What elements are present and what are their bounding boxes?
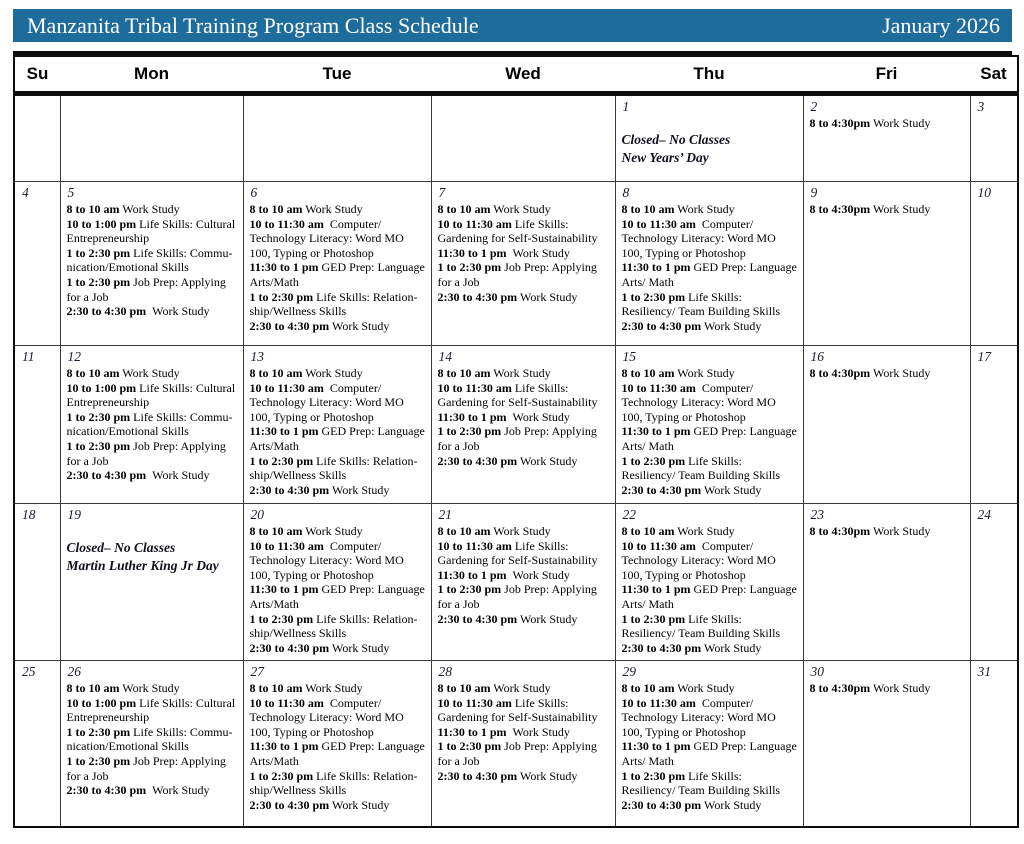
event-time: 1 to 2:30 pm xyxy=(249,768,314,783)
event-entry: 1 to 2:30 pm Job Prep: Applying for a Job xyxy=(66,753,226,783)
event-entry: 8 to 10 am Work Study xyxy=(621,366,735,380)
closed-notice xyxy=(622,131,798,167)
event-entry: 11:30 to 1 pm Work Study xyxy=(437,409,570,424)
day-cell-23 xyxy=(803,504,970,661)
day-cell-6 xyxy=(243,182,431,346)
day-number: 29 xyxy=(622,664,636,679)
event-entry: 11:30 to 1 pm Work Study xyxy=(437,245,570,260)
event-entry: 2:30 to 4:30 pm Work Study xyxy=(249,640,390,655)
event-time: 11:30 to 1 pm xyxy=(437,409,507,424)
event-entry: 8 to 10 am Work Study xyxy=(621,202,735,216)
event-time: 8 to 4:30pm xyxy=(809,681,871,695)
event-entry: 1 to 2:30 pm Job Prep: Applying for a Job xyxy=(66,274,226,304)
day-cell-14 xyxy=(431,346,615,504)
event-entry: 10 to 1:00 pm Life Skills: Cultural Entrepreneurship xyxy=(66,380,236,410)
day-number: 13 xyxy=(250,349,264,364)
day-number: 23 xyxy=(810,507,824,522)
day-number: 19 xyxy=(67,507,81,522)
event-time: 8 to 10 am xyxy=(249,366,303,380)
day-cell-30 xyxy=(803,661,970,827)
event-time: 11:30 to 1 pm xyxy=(249,260,319,275)
event-time: 1 to 2:30 pm xyxy=(66,274,131,289)
day-number: 11 xyxy=(22,349,35,364)
event-entry: 10 to 11:30 am Computer/ Technology Literacy: Word MO 100, Typing or Photoshop xyxy=(621,538,776,582)
day-number: 18 xyxy=(22,507,36,522)
closed-notice-line: New Years’ Day xyxy=(621,150,709,165)
day-number: 21 xyxy=(438,507,452,522)
week-row xyxy=(14,661,1018,827)
event-time: 11:30 to 1 pm xyxy=(621,260,691,275)
day-cell-7 xyxy=(431,182,615,346)
day-cell-16 xyxy=(803,346,970,504)
day-cell-13 xyxy=(243,346,431,504)
closed-notice xyxy=(67,539,238,575)
event-time: 1 to 2:30 pm xyxy=(249,611,314,626)
week-row xyxy=(14,182,1018,346)
event-time: 8 to 10 am xyxy=(437,202,491,216)
event-time: 10 to 11:30 am xyxy=(437,538,512,553)
day-cell xyxy=(60,94,243,182)
day-number: 7 xyxy=(438,185,446,200)
event-time: 10 to 11:30 am xyxy=(437,216,512,231)
event-entry: 1 to 2:30 pm Life Skills: Communication/Emotional Skills xyxy=(66,245,233,275)
event-time: 8 to 10 am xyxy=(621,681,675,695)
event-entry: 1 to 2:30 pm Life Skills: Communication/Emotional Skills xyxy=(66,724,233,754)
event-entry: 2:30 to 4:30 pm Work Study xyxy=(437,611,578,626)
event-time: 1 to 2:30 pm xyxy=(249,453,314,468)
day-cell-28 xyxy=(431,661,615,827)
day-cell xyxy=(243,94,431,182)
day-number xyxy=(251,99,426,115)
day-cell-1 xyxy=(615,94,803,182)
event-time: 10 to 1:00 pm xyxy=(66,216,137,231)
event-time: 2:30 to 4:30 pm xyxy=(249,482,330,497)
day-number: 2 xyxy=(810,99,818,114)
event-time: 8 to 10 am xyxy=(249,202,303,216)
event-entry: 11:30 to 1 pm GED Prep: Language Arts/Math xyxy=(249,739,425,768)
event-entry: 1 to 2:30 pm Job Prep: Applying for a Job xyxy=(437,582,597,611)
weekday-header-wed: Wed xyxy=(431,56,615,94)
event-time: 8 to 10 am xyxy=(621,524,675,538)
day-number: 28 xyxy=(438,664,452,679)
day-number: 6 xyxy=(250,185,258,200)
event-entry: 2:30 to 4:30 pm Work Study xyxy=(437,453,578,468)
day-number xyxy=(68,99,238,115)
day-cell-24 xyxy=(970,504,1018,661)
event-entry: 8 to 10 am Work Study xyxy=(437,681,551,695)
event-time: 2:30 to 4:30 pm xyxy=(249,640,330,655)
event-entry: 1 to 2:30 pm Life Skills: Relationship/Wellness Skills xyxy=(249,768,418,798)
weekday-header-row xyxy=(14,56,1018,94)
closed-notice-line: Closed– No Classes xyxy=(621,132,731,147)
event-entry: 11:30 to 1 pm GED Prep: Language Arts/ Math xyxy=(621,739,797,768)
event-time: 2:30 to 4:30 pm xyxy=(437,611,518,626)
day-cell-9 xyxy=(803,182,970,346)
event-time: 11:30 to 1 pm xyxy=(621,739,691,754)
day-number: 22 xyxy=(622,507,636,522)
day-number: 12 xyxy=(67,349,81,364)
day-cell-29 xyxy=(615,661,803,827)
event-entry: 10 to 11:30 am Life Skills: Gardening for Self-Sustainability xyxy=(437,538,598,568)
event-entry: 2:30 to 4:30 pm Work Study xyxy=(621,797,762,812)
event-entry: 11:30 to 1 pm GED Prep: Language Arts/ Math xyxy=(621,260,797,289)
day-number: 15 xyxy=(622,349,636,364)
day-number: 30 xyxy=(810,664,824,679)
event-time: 11:30 to 1 pm xyxy=(437,724,507,739)
event-time: 1 to 2:30 pm xyxy=(437,739,502,754)
event-entry: 8 to 10 am Work Study xyxy=(66,366,180,380)
day-cell-22 xyxy=(615,504,803,661)
event-time: 1 to 2:30 pm xyxy=(66,245,131,260)
event-time: 2:30 to 4:30 pm xyxy=(66,304,147,319)
event-entry: 1 to 2:30 pm Life Skills: Relationship/Wellness Skills xyxy=(249,453,418,483)
event-entry: 10 to 11:30 am Life Skills: Gardening for Self-Sustainability xyxy=(437,695,598,725)
title-bar xyxy=(13,9,1012,42)
event-time: 10 to 11:30 am xyxy=(621,380,696,395)
event-time: 11:30 to 1 pm xyxy=(249,739,319,754)
event-entry: 10 to 11:30 am Life Skills: Gardening for Self-Sustainability xyxy=(437,216,598,246)
day-cell-19 xyxy=(60,504,243,661)
event-entry: 1 to 2:30 pm Job Prep: Applying for a Job xyxy=(437,739,597,768)
event-time: 10 to 11:30 am xyxy=(437,695,512,710)
day-cell-25 xyxy=(14,661,60,827)
event-entry: 8 to 10 am Work Study xyxy=(437,524,551,538)
event-time: 1 to 2:30 pm xyxy=(66,438,131,453)
day-cell-3 xyxy=(970,94,1018,182)
event-entry: 8 to 10 am Work Study xyxy=(249,524,363,538)
event-entry: 10 to 11:30 am Computer/ Technology Literacy: Word MO 100, Typing or Photoshop xyxy=(621,695,776,739)
day-number: 8 xyxy=(622,185,630,200)
event-entry: 1 to 2:30 pm Life Skills: Resiliency/ Team Building Skills xyxy=(621,453,781,483)
event-time: 2:30 to 4:30 pm xyxy=(437,768,518,783)
day-number xyxy=(439,99,610,115)
weekday-header-mon: Mon xyxy=(60,56,243,94)
event-entry: 11:30 to 1 pm Work Study xyxy=(437,724,570,739)
event-entry: 8 to 4:30pm Work Study xyxy=(809,366,931,380)
event-entry: 8 to 10 am Work Study xyxy=(437,366,551,380)
day-cell-10 xyxy=(970,182,1018,346)
day-number: 4 xyxy=(22,185,29,200)
day-cell xyxy=(431,94,615,182)
event-time: 10 to 11:30 am xyxy=(621,538,696,553)
event-entry: 10 to 11:30 am Computer/ Technology Literacy: Word MO 100, Typing or Photoshop xyxy=(621,216,776,260)
event-time: 10 to 1:00 pm xyxy=(66,380,137,395)
event-time: 11:30 to 1 pm xyxy=(437,567,507,582)
day-cell-21 xyxy=(431,504,615,661)
event-time: 2:30 to 4:30 pm xyxy=(249,797,330,812)
event-entry: 1 to 2:30 pm Life Skills: Relationship/Wellness Skills xyxy=(249,611,418,641)
day-number: 5 xyxy=(67,185,75,200)
weekday-header-thu: Thu xyxy=(615,56,803,94)
event-time: 10 to 1:00 pm xyxy=(66,695,137,710)
event-time: 10 to 11:30 am xyxy=(437,380,512,395)
closed-notice-line: Closed– No Classes xyxy=(66,540,176,555)
event-entry: 10 to 11:30 am Computer/ Technology Literacy: Word MO 100, Typing or Photoshop xyxy=(621,380,776,424)
day-number: 27 xyxy=(250,664,264,679)
event-entry: 11:30 to 1 pm GED Prep: Language Arts/Math xyxy=(249,582,425,611)
event-time: 1 to 2:30 pm xyxy=(437,582,502,597)
event-time: 2:30 to 4:30 pm xyxy=(621,482,702,497)
event-time: 2:30 to 4:30 pm xyxy=(249,318,330,333)
event-time: 8 to 10 am xyxy=(621,202,675,216)
event-entry: 1 to 2:30 pm Life Skills: Resiliency/ Team Building Skills xyxy=(621,611,781,641)
event-time: 1 to 2:30 pm xyxy=(66,409,131,424)
event-entry: 1 to 2:30 pm Job Prep: Applying for a Job xyxy=(437,260,597,289)
day-cell-26 xyxy=(60,661,243,827)
event-entry: 11:30 to 1 pm GED Prep: Language Arts/Math xyxy=(249,260,425,289)
event-time: 8 to 10 am xyxy=(437,524,491,538)
day-cell-12 xyxy=(60,346,243,504)
event-entry: 2:30 to 4:30 pm Work Study xyxy=(621,482,762,497)
day-number: 1 xyxy=(622,99,630,114)
month-year-label: January 2026 xyxy=(882,12,1000,38)
event-entry: 10 to 11:30 am Computer/ Technology Literacy: Word MO 100, Typing or Photoshop xyxy=(249,695,404,739)
event-entry: 10 to 11:30 am Computer/ Technology Literacy: Word MO 100, Typing or Photoshop xyxy=(249,380,404,424)
week-row xyxy=(14,94,1018,182)
event-entry: 11:30 to 1 pm GED Prep: Language Arts/ Math xyxy=(621,582,797,611)
event-entry: 8 to 4:30pm Work Study xyxy=(809,681,931,695)
day-cell-4 xyxy=(14,182,60,346)
day-cell-11 xyxy=(14,346,60,504)
calendar-page xyxy=(13,9,1012,828)
event-time: 2:30 to 4:30 pm xyxy=(66,783,147,798)
event-time: 11:30 to 1 pm xyxy=(621,424,691,439)
event-time: 10 to 11:30 am xyxy=(249,695,324,710)
day-number: 26 xyxy=(67,664,81,679)
event-entry: 10 to 11:30 am Computer/ Technology Literacy: Word MO 100, Typing or Photoshop xyxy=(249,216,404,260)
event-time: 8 to 10 am xyxy=(621,366,675,380)
event-entry: 8 to 10 am Work Study xyxy=(621,681,735,695)
event-time: 8 to 10 am xyxy=(249,681,303,695)
event-entry: 2:30 to 4:30 pm Work Study xyxy=(437,768,578,783)
event-time: 10 to 11:30 am xyxy=(249,380,324,395)
event-time: 8 to 4:30pm xyxy=(809,116,871,130)
event-entry: 2:30 to 4:30 pm Work Study xyxy=(621,318,762,333)
event-time: 8 to 4:30pm xyxy=(809,202,871,216)
event-time: 11:30 to 1 pm xyxy=(621,582,691,597)
day-cell-8 xyxy=(615,182,803,346)
event-time: 1 to 2:30 pm xyxy=(621,453,686,468)
event-time: 8 to 10 am xyxy=(437,366,491,380)
week-row xyxy=(14,504,1018,661)
weekday-header-fri: Fri xyxy=(803,56,970,94)
event-entry: 1 to 2:30 pm Life Skills: Relationship/Wellness Skills xyxy=(249,289,418,319)
event-entry: 8 to 4:30pm Work Study xyxy=(809,524,931,538)
event-time: 2:30 to 4:30 pm xyxy=(621,797,702,812)
event-entry: 2:30 to 4:30 pm Work Study xyxy=(621,640,762,655)
day-number: 24 xyxy=(977,507,991,522)
event-entry: 2:30 to 4:30 pm Work Study xyxy=(249,797,390,812)
day-cell-2 xyxy=(803,94,970,182)
weekday-header-sat: Sat xyxy=(970,56,1018,94)
event-time: 2:30 to 4:30 pm xyxy=(621,640,702,655)
event-entry: 11:30 to 1 pm Work Study xyxy=(437,567,570,582)
event-entry: 8 to 10 am Work Study xyxy=(66,681,180,695)
event-time: 1 to 2:30 pm xyxy=(437,424,502,439)
day-number xyxy=(22,99,55,115)
weekday-header-tue: Tue xyxy=(243,56,431,94)
day-cell-31 xyxy=(970,661,1018,827)
event-entry: 8 to 10 am Work Study xyxy=(66,202,180,216)
day-number: 17 xyxy=(977,349,991,364)
day-cell-18 xyxy=(14,504,60,661)
event-entry: 10 to 1:00 pm Life Skills: Cultural Entrepreneurship xyxy=(66,216,236,246)
event-entry: 10 to 1:00 pm Life Skills: Cultural Entrepreneurship xyxy=(66,695,236,725)
event-entry: 10 to 11:30 am Life Skills: Gardening for Self-Sustainability xyxy=(437,380,598,410)
event-time: 2:30 to 4:30 pm xyxy=(621,318,702,333)
event-entry: 10 to 11:30 am Computer/ Technology Literacy: Word MO 100, Typing or Photoshop xyxy=(249,538,404,582)
event-time: 10 to 11:30 am xyxy=(621,216,696,231)
event-time: 11:30 to 1 pm xyxy=(249,582,319,597)
event-time: 8 to 10 am xyxy=(66,366,120,380)
day-number: 3 xyxy=(977,99,985,114)
event-entry: 1 to 2:30 pm Life Skills: Resiliency/ Team Building Skills xyxy=(621,768,781,798)
event-time: 8 to 10 am xyxy=(249,524,303,538)
event-entry: 2:30 to 4:30 pm Work Study xyxy=(66,468,210,483)
event-entry: 2:30 to 4:30 pm Work Study xyxy=(249,482,390,497)
event-entry: 1 to 2:30 pm Job Prep: Applying for a Job xyxy=(66,438,226,468)
event-time: 11:30 to 1 pm xyxy=(437,245,507,260)
day-number: 25 xyxy=(22,664,36,679)
event-time: 10 to 11:30 am xyxy=(249,216,324,231)
event-time: 1 to 2:30 pm xyxy=(437,260,502,275)
event-entry: 2:30 to 4:30 pm Work Study xyxy=(249,318,390,333)
event-time: 10 to 11:30 am xyxy=(621,695,696,710)
day-number: 10 xyxy=(977,185,991,200)
calendar-grid xyxy=(13,55,1019,828)
day-number: 16 xyxy=(810,349,824,364)
event-time: 11:30 to 1 pm xyxy=(249,424,319,439)
event-entry: 8 to 10 am Work Study xyxy=(249,202,363,216)
event-entry: 11:30 to 1 pm GED Prep: Language Arts/ Math xyxy=(621,424,797,453)
event-time: 10 to 11:30 am xyxy=(249,538,324,553)
event-entry: 2:30 to 4:30 pm Work Study xyxy=(437,289,578,304)
week-row xyxy=(14,346,1018,504)
event-time: 8 to 10 am xyxy=(66,202,120,216)
event-time: 2:30 to 4:30 pm xyxy=(437,453,518,468)
closed-notice-line: Martin Luther King Jr Day xyxy=(66,558,219,573)
event-entry: 1 to 2:30 pm Life Skills: Communication/Emotional Skills xyxy=(66,409,233,439)
event-time: 1 to 2:30 pm xyxy=(621,768,686,783)
day-number: 31 xyxy=(977,664,991,679)
day-cell-20 xyxy=(243,504,431,661)
event-entry: 8 to 10 am Work Study xyxy=(249,681,363,695)
event-time: 8 to 10 am xyxy=(437,681,491,695)
event-entry: 2:30 to 4:30 pm Work Study xyxy=(66,304,210,319)
event-time: 2:30 to 4:30 pm xyxy=(437,289,518,304)
event-entry: 8 to 10 am Work Study xyxy=(621,524,735,538)
page-title: Manzanita Tribal Training Program Class Schedule xyxy=(27,12,479,38)
day-number: 20 xyxy=(250,507,264,522)
event-entry: 1 to 2:30 pm Life Skills: Resiliency/ Team Building Skills xyxy=(621,289,781,319)
event-entry: 1 to 2:30 pm Job Prep: Applying for a Job xyxy=(437,424,597,453)
event-time: 1 to 2:30 pm xyxy=(66,753,131,768)
day-cell-5 xyxy=(60,182,243,346)
event-entry: 2:30 to 4:30 pm Work Study xyxy=(66,783,210,798)
event-time: 1 to 2:30 pm xyxy=(621,289,686,304)
event-time: 2:30 to 4:30 pm xyxy=(66,468,147,483)
event-time: 1 to 2:30 pm xyxy=(249,289,314,304)
event-time: 1 to 2:30 pm xyxy=(621,611,686,626)
event-time: 8 to 10 am xyxy=(66,681,120,695)
event-entry: 8 to 4:30pm Work Study xyxy=(809,202,931,216)
day-number: 9 xyxy=(810,185,818,200)
event-time: 1 to 2:30 pm xyxy=(66,724,131,739)
event-time: 8 to 4:30pm xyxy=(809,524,871,538)
day-cell-15 xyxy=(615,346,803,504)
day-cell-27 xyxy=(243,661,431,827)
event-entry: 8 to 10 am Work Study xyxy=(249,366,363,380)
day-number: 14 xyxy=(438,349,452,364)
day-cell xyxy=(14,94,60,182)
event-time: 8 to 4:30pm xyxy=(809,366,871,380)
weekday-header-su: Su xyxy=(14,56,60,94)
event-entry: 11:30 to 1 pm GED Prep: Language Arts/Math xyxy=(249,424,425,453)
event-entry: 8 to 10 am Work Study xyxy=(437,202,551,216)
day-cell-17 xyxy=(970,346,1018,504)
event-entry: 8 to 4:30pm Work Study xyxy=(809,116,931,130)
